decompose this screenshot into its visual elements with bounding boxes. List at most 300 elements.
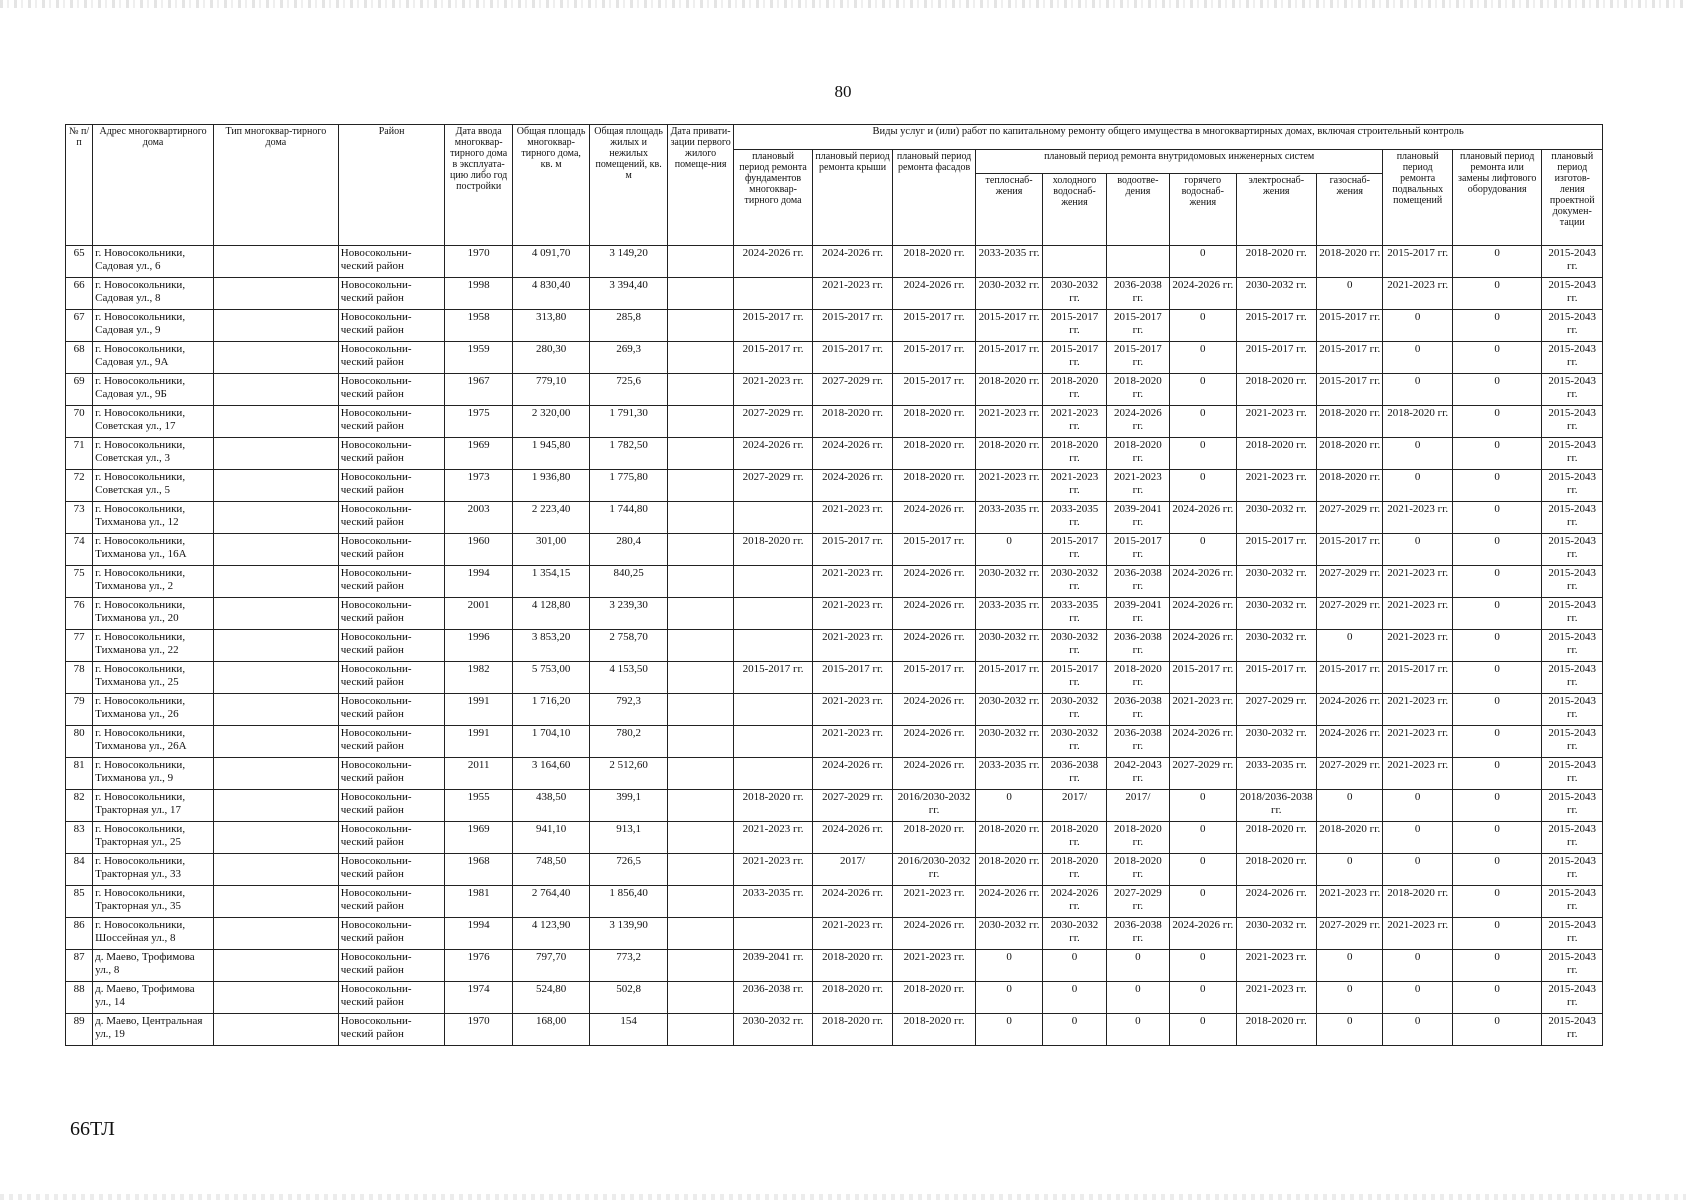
row-foundation: 2027-2029 гг. xyxy=(734,406,813,438)
row-number: 69 xyxy=(66,374,93,406)
row-basement: 2015-2017 гг. xyxy=(1383,662,1452,694)
row-roof: 2021-2023 гг. xyxy=(812,918,893,950)
row-number: 79 xyxy=(66,694,93,726)
row-roof: 2017/ xyxy=(812,854,893,886)
row-cold-water: 2018-2020 гг. xyxy=(1043,854,1106,886)
row-address: г. Новосокольники, Тихманова ул., 26А xyxy=(93,726,214,758)
row-design: 2015-2043 гг. xyxy=(1542,598,1603,630)
row-number: 80 xyxy=(66,726,93,758)
row-number: 86 xyxy=(66,918,93,950)
row-design: 2015-2043 гг. xyxy=(1542,1014,1603,1046)
row-hot-water: 0 xyxy=(1170,854,1236,886)
header-total-area: Общая площадь многоквар-тирного дома, кв. м xyxy=(512,125,590,246)
row-foundation: 2024-2026 гг. xyxy=(734,246,813,278)
row-sewer: 2018-2020 гг. xyxy=(1106,854,1169,886)
row-cold-water: 2024-2026 гг. xyxy=(1043,886,1106,918)
row-heat: 0 xyxy=(975,950,1042,982)
row-district: Новосокольни-ческий район xyxy=(338,886,445,918)
row-cold-water: 2036-2038 гг. xyxy=(1043,758,1106,790)
row-type xyxy=(213,726,338,758)
row-type xyxy=(213,950,338,982)
row-privatization xyxy=(667,246,733,278)
row-electric: 2030-2032 гг. xyxy=(1236,918,1317,950)
row-electric: 2018-2020 гг. xyxy=(1236,822,1317,854)
row-heat: 2030-2032 гг. xyxy=(975,694,1042,726)
row-heat: 2033-2035 гг. xyxy=(975,598,1042,630)
row-design: 2015-2043 гг. xyxy=(1542,502,1603,534)
row-facade: 2015-2017 гг. xyxy=(893,534,976,566)
row-living-area: 3 394,40 xyxy=(590,278,668,310)
row-cold-water: 2015-2017 гг. xyxy=(1043,310,1106,342)
header-basement: плановый период ремонта подвальных помещений xyxy=(1383,150,1452,246)
row-privatization xyxy=(667,566,733,598)
row-design: 2015-2043 гг. xyxy=(1542,694,1603,726)
row-number: 76 xyxy=(66,598,93,630)
row-number: 88 xyxy=(66,982,93,1014)
table-row xyxy=(66,822,1603,854)
row-heat: 2030-2032 гг. xyxy=(975,566,1042,598)
row-facade: 2018-2020 гг. xyxy=(893,1014,976,1046)
row-number: 82 xyxy=(66,790,93,822)
row-number: 75 xyxy=(66,566,93,598)
row-type xyxy=(213,982,338,1014)
row-gas: 0 xyxy=(1317,630,1383,662)
row-heat: 2033-2035 гг. xyxy=(975,502,1042,534)
row-cold-water: 2030-2032 гг. xyxy=(1043,566,1106,598)
row-basement: 0 xyxy=(1383,342,1452,374)
row-number: 78 xyxy=(66,662,93,694)
row-total-area: 438,50 xyxy=(512,790,590,822)
row-basement: 0 xyxy=(1383,470,1452,502)
row-district: Новосокольни-ческий район xyxy=(338,566,445,598)
row-living-area: 913,1 xyxy=(590,822,668,854)
row-gas: 2018-2020 гг. xyxy=(1317,470,1383,502)
row-foundation: 2024-2026 гг. xyxy=(734,438,813,470)
row-gas: 2027-2029 гг. xyxy=(1317,918,1383,950)
row-gas: 0 xyxy=(1317,278,1383,310)
table-row xyxy=(66,310,1603,342)
row-electric: 2018-2020 гг. xyxy=(1236,1014,1317,1046)
row-basement: 0 xyxy=(1383,790,1452,822)
row-privatization xyxy=(667,790,733,822)
row-design: 2015-2043 гг. xyxy=(1542,726,1603,758)
row-roof: 2018-2020 гг. xyxy=(812,950,893,982)
table-row xyxy=(66,246,1603,278)
row-district: Новосокольни-ческий район xyxy=(338,822,445,854)
row-design: 2015-2043 гг. xyxy=(1542,662,1603,694)
table-row xyxy=(66,790,1603,822)
row-facade: 2018-2020 гг. xyxy=(893,406,976,438)
row-privatization xyxy=(667,374,733,406)
row-number: 71 xyxy=(66,438,93,470)
row-foundation xyxy=(734,566,813,598)
row-heat: 2021-2023 гг. xyxy=(975,406,1042,438)
row-roof: 2018-2020 гг. xyxy=(812,406,893,438)
row-district: Новосокольни-ческий район xyxy=(338,790,445,822)
row-basement: 2021-2023 гг. xyxy=(1383,502,1452,534)
row-district: Новосокольни-ческий район xyxy=(338,694,445,726)
row-address: д. Маево, Центральная ул., 19 xyxy=(93,1014,214,1046)
row-design: 2015-2043 гг. xyxy=(1542,854,1603,886)
row-sewer: 2036-2038 гг. xyxy=(1106,630,1169,662)
row-number: 83 xyxy=(66,822,93,854)
row-district: Новосокольни-ческий район xyxy=(338,950,445,982)
row-facade: 2015-2017 гг. xyxy=(893,374,976,406)
row-number: 74 xyxy=(66,534,93,566)
row-foundation: 2036-2038 гг. xyxy=(734,982,813,1014)
row-hot-water: 2021-2023 гг. xyxy=(1170,694,1236,726)
table-row xyxy=(66,470,1603,502)
row-design: 2015-2043 гг. xyxy=(1542,470,1603,502)
row-district: Новосокольни-ческий район xyxy=(338,630,445,662)
row-facade: 2016/2030-2032 гг. xyxy=(893,854,976,886)
row-roof: 2027-2029 гг. xyxy=(812,790,893,822)
row-elevator: 0 xyxy=(1452,342,1542,374)
row-type xyxy=(213,790,338,822)
row-electric: 2030-2032 гг. xyxy=(1236,566,1317,598)
row-facade: 2015-2017 гг. xyxy=(893,662,976,694)
table-row xyxy=(66,950,1603,982)
row-basement: 2015-2017 гг. xyxy=(1383,246,1452,278)
row-address: г. Новосокольники, Садовая ул., 9 xyxy=(93,310,214,342)
row-heat: 2030-2032 гг. xyxy=(975,726,1042,758)
row-elevator: 0 xyxy=(1452,438,1542,470)
row-district: Новосокольни-ческий район xyxy=(338,438,445,470)
row-elevator: 0 xyxy=(1452,374,1542,406)
row-type xyxy=(213,438,338,470)
row-electric: 2018-2020 гг. xyxy=(1236,438,1317,470)
row-roof: 2021-2023 гг. xyxy=(812,726,893,758)
row-living-area: 773,2 xyxy=(590,950,668,982)
row-commission-year: 1998 xyxy=(445,278,512,310)
row-facade: 2024-2026 гг. xyxy=(893,630,976,662)
row-heat: 2018-2020 гг. xyxy=(975,374,1042,406)
row-commission-year: 1959 xyxy=(445,342,512,374)
row-total-area: 2 320,00 xyxy=(512,406,590,438)
table-row xyxy=(66,566,1603,598)
row-address: д. Маево, Трофимова ул., 8 xyxy=(93,950,214,982)
row-sewer: 0 xyxy=(1106,982,1169,1014)
row-facade: 2021-2023 гг. xyxy=(893,886,976,918)
row-commission-year: 1958 xyxy=(445,310,512,342)
row-total-area: 1 936,80 xyxy=(512,470,590,502)
row-commission-year: 1970 xyxy=(445,246,512,278)
row-basement: 0 xyxy=(1383,982,1452,1014)
row-living-area: 792,3 xyxy=(590,694,668,726)
row-gas: 2015-2017 гг. xyxy=(1317,662,1383,694)
row-heat: 2024-2026 гг. xyxy=(975,886,1042,918)
row-type xyxy=(213,406,338,438)
row-design: 2015-2043 гг. xyxy=(1542,950,1603,982)
row-type xyxy=(213,918,338,950)
row-total-area: 168,00 xyxy=(512,1014,590,1046)
row-gas: 2018-2020 гг. xyxy=(1317,246,1383,278)
row-elevator: 0 xyxy=(1452,534,1542,566)
row-electric: 2027-2029 гг. xyxy=(1236,694,1317,726)
row-total-area: 301,00 xyxy=(512,534,590,566)
row-gas: 2015-2017 гг. xyxy=(1317,342,1383,374)
row-type xyxy=(213,822,338,854)
row-total-area: 1 945,80 xyxy=(512,438,590,470)
row-electric: 2018-2020 гг. xyxy=(1236,854,1317,886)
row-type xyxy=(213,566,338,598)
row-cold-water: 2021-2023 гг. xyxy=(1043,406,1106,438)
row-basement: 2021-2023 гг. xyxy=(1383,694,1452,726)
row-facade: 2024-2026 гг. xyxy=(893,694,976,726)
row-heat: 0 xyxy=(975,790,1042,822)
row-address: г. Новосокольники, Тихманова ул., 20 xyxy=(93,598,214,630)
row-cold-water: 2030-2032 гг. xyxy=(1043,630,1106,662)
row-gas: 2015-2017 гг. xyxy=(1317,534,1383,566)
row-total-area: 524,80 xyxy=(512,982,590,1014)
row-address: д. Маево, Трофимова ул., 14 xyxy=(93,982,214,1014)
row-hot-water: 0 xyxy=(1170,374,1236,406)
row-type xyxy=(213,854,338,886)
row-basement: 2021-2023 гг. xyxy=(1383,726,1452,758)
row-sewer: 2036-2038 гг. xyxy=(1106,566,1169,598)
table-row xyxy=(66,854,1603,886)
row-gas: 2027-2029 гг. xyxy=(1317,758,1383,790)
row-design: 2015-2043 гг. xyxy=(1542,566,1603,598)
row-total-area: 2 764,40 xyxy=(512,886,590,918)
row-foundation: 2018-2020 гг. xyxy=(734,534,813,566)
row-electric: 2015-2017 гг. xyxy=(1236,534,1317,566)
row-living-area: 280,4 xyxy=(590,534,668,566)
row-privatization xyxy=(667,854,733,886)
row-elevator: 0 xyxy=(1452,406,1542,438)
row-basement: 0 xyxy=(1383,822,1452,854)
row-roof: 2021-2023 гг. xyxy=(812,598,893,630)
row-roof: 2021-2023 гг. xyxy=(812,694,893,726)
footer-code: 66ТЛ xyxy=(70,1118,115,1140)
row-elevator: 0 xyxy=(1452,918,1542,950)
row-total-area: 4 123,90 xyxy=(512,918,590,950)
row-hot-water: 0 xyxy=(1170,790,1236,822)
row-electric: 2015-2017 гг. xyxy=(1236,310,1317,342)
row-total-area: 5 753,00 xyxy=(512,662,590,694)
row-gas: 2024-2026 гг. xyxy=(1317,694,1383,726)
row-address: г. Новосокольники, Тракторная ул., 33 xyxy=(93,854,214,886)
row-facade: 2018-2020 гг. xyxy=(893,982,976,1014)
row-cold-water: 2015-2017 гг. xyxy=(1043,534,1106,566)
row-number: 73 xyxy=(66,502,93,534)
row-sewer: 2027-2029 гг. xyxy=(1106,886,1169,918)
row-living-area: 3 239,30 xyxy=(590,598,668,630)
header-district: Район xyxy=(338,125,445,246)
row-electric: 2021-2023 гг. xyxy=(1236,950,1317,982)
row-heat: 0 xyxy=(975,1014,1042,1046)
row-type xyxy=(213,598,338,630)
row-living-area: 3 139,90 xyxy=(590,918,668,950)
row-sewer: 2036-2038 гг. xyxy=(1106,694,1169,726)
page-number: 80 xyxy=(834,82,852,101)
table-row xyxy=(66,1014,1603,1046)
row-electric: 2024-2026 гг. xyxy=(1236,886,1317,918)
row-foundation xyxy=(734,758,813,790)
row-facade: 2024-2026 гг. xyxy=(893,726,976,758)
row-electric: 2018-2020 гг. xyxy=(1236,374,1317,406)
row-roof: 2015-2017 гг. xyxy=(812,342,893,374)
row-elevator: 0 xyxy=(1452,278,1542,310)
row-district: Новосокольни-ческий район xyxy=(338,982,445,1014)
row-number: 66 xyxy=(66,278,93,310)
row-heat: 2015-2017 гг. xyxy=(975,342,1042,374)
row-basement: 0 xyxy=(1383,438,1452,470)
row-elevator: 0 xyxy=(1452,566,1542,598)
row-total-area: 1 716,20 xyxy=(512,694,590,726)
row-facade: 2024-2026 гг. xyxy=(893,566,976,598)
row-facade: 2021-2023 гг. xyxy=(893,950,976,982)
row-foundation xyxy=(734,502,813,534)
row-address: г. Новосокольники, Садовая ул., 8 xyxy=(93,278,214,310)
row-electric: 2033-2035 гг. xyxy=(1236,758,1317,790)
row-sewer: 2042-2043 гг. xyxy=(1106,758,1169,790)
row-cold-water: 2015-2017 гг. xyxy=(1043,662,1106,694)
row-type xyxy=(213,310,338,342)
row-total-area: 4 091,70 xyxy=(512,246,590,278)
header-commission: Дата ввода многоквар-тирного дома в эксплуата-цию либо год постройки xyxy=(445,125,512,246)
row-foundation xyxy=(734,726,813,758)
row-district: Новосокольни-ческий район xyxy=(338,342,445,374)
row-address: г. Новосокольники, Советская ул., 17 xyxy=(93,406,214,438)
row-design: 2015-2043 гг. xyxy=(1542,918,1603,950)
row-basement: 2021-2023 гг. xyxy=(1383,630,1452,662)
header-systems-group: плановый период ремонта внутридомовых инженерных систем xyxy=(975,150,1383,174)
row-total-area: 3 164,60 xyxy=(512,758,590,790)
table-row xyxy=(66,726,1603,758)
row-electric: 2015-2017 гг. xyxy=(1236,342,1317,374)
row-cold-water: 2017/ xyxy=(1043,790,1106,822)
row-living-area: 725,6 xyxy=(590,374,668,406)
row-cold-water: 2033-2035 гг. xyxy=(1043,598,1106,630)
row-living-area: 840,25 xyxy=(590,566,668,598)
row-electric: 2018-2020 гг. xyxy=(1236,246,1317,278)
header-elevator: плановый период ремонта или замены лифтового оборудования xyxy=(1452,150,1542,246)
row-hot-water: 0 xyxy=(1170,534,1236,566)
row-living-area: 1 791,30 xyxy=(590,406,668,438)
row-gas: 0 xyxy=(1317,982,1383,1014)
row-privatization xyxy=(667,470,733,502)
row-facade: 2018-2020 гг. xyxy=(893,246,976,278)
row-cold-water: 2033-2035 гг. xyxy=(1043,502,1106,534)
row-sewer: 2036-2038 гг. xyxy=(1106,278,1169,310)
row-foundation: 2015-2017 гг. xyxy=(734,310,813,342)
row-commission-year: 1991 xyxy=(445,726,512,758)
row-district: Новосокольни-ческий район xyxy=(338,662,445,694)
row-sewer: 2017/ xyxy=(1106,790,1169,822)
header-heat: теплоснаб-жения xyxy=(975,174,1042,246)
row-hot-water: 2024-2026 гг. xyxy=(1170,918,1236,950)
row-privatization xyxy=(667,406,733,438)
row-number: 70 xyxy=(66,406,93,438)
row-basement: 2021-2023 гг. xyxy=(1383,278,1452,310)
row-address: г. Новосокольники, Тихманова ул., 2 xyxy=(93,566,214,598)
row-roof: 2018-2020 гг. xyxy=(812,982,893,1014)
row-foundation: 2015-2017 гг. xyxy=(734,342,813,374)
row-cold-water: 0 xyxy=(1043,1014,1106,1046)
row-district: Новосокольни-ческий район xyxy=(338,470,445,502)
row-number: 84 xyxy=(66,854,93,886)
row-total-area: 4 128,80 xyxy=(512,598,590,630)
row-design: 2015-2043 гг. xyxy=(1542,438,1603,470)
row-basement: 0 xyxy=(1383,534,1452,566)
row-heat: 0 xyxy=(975,982,1042,1014)
row-sewer xyxy=(1106,246,1169,278)
header-facade: плановый период ремонта фасадов xyxy=(893,150,976,246)
row-commission-year: 1994 xyxy=(445,918,512,950)
row-commission-year: 1981 xyxy=(445,886,512,918)
row-total-area: 1 354,15 xyxy=(512,566,590,598)
row-roof: 2027-2029 гг. xyxy=(812,374,893,406)
row-district: Новосокольни-ческий район xyxy=(338,598,445,630)
row-roof: 2015-2017 гг. xyxy=(812,534,893,566)
row-privatization xyxy=(667,438,733,470)
row-commission-year: 1976 xyxy=(445,950,512,982)
row-cold-water: 2018-2020 гг. xyxy=(1043,438,1106,470)
table-row xyxy=(66,694,1603,726)
row-district: Новосокольни-ческий район xyxy=(338,374,445,406)
row-address: г. Новосокольники, Тихманова ул., 26 xyxy=(93,694,214,726)
row-foundation xyxy=(734,694,813,726)
table-body xyxy=(66,246,1603,1046)
row-basement: 0 xyxy=(1383,854,1452,886)
row-cold-water: 2015-2017 гг. xyxy=(1043,342,1106,374)
row-elevator: 0 xyxy=(1452,758,1542,790)
row-total-area: 280,30 xyxy=(512,342,590,374)
header-design: плановый период изготов-ления проектной докумен-тации xyxy=(1542,150,1603,246)
row-district: Новосокольни-ческий район xyxy=(338,310,445,342)
row-roof: 2018-2020 гг. xyxy=(812,1014,893,1046)
header-foundation: плановый период ремонта фундаментов многоквар-тирного дома xyxy=(734,150,813,246)
row-design: 2015-2043 гг. xyxy=(1542,758,1603,790)
row-type xyxy=(213,694,338,726)
row-commission-year: 1974 xyxy=(445,982,512,1014)
row-heat: 2018-2020 гг. xyxy=(975,822,1042,854)
row-elevator: 0 xyxy=(1452,662,1542,694)
row-elevator: 0 xyxy=(1452,854,1542,886)
row-district: Новосокольни-ческий район xyxy=(338,854,445,886)
row-cold-water xyxy=(1043,246,1106,278)
row-cold-water: 2030-2032 гг. xyxy=(1043,694,1106,726)
row-district: Новосокольни-ческий район xyxy=(338,502,445,534)
row-gas: 0 xyxy=(1317,790,1383,822)
row-hot-water: 0 xyxy=(1170,822,1236,854)
row-address: г. Новосокольники, Тракторная ул., 25 xyxy=(93,822,214,854)
row-sewer: 2021-2023 гг. xyxy=(1106,470,1169,502)
row-cold-water: 2030-2032 гг. xyxy=(1043,726,1106,758)
row-basement: 2018-2020 гг. xyxy=(1383,406,1452,438)
row-number: 89 xyxy=(66,1014,93,1046)
row-basement: 0 xyxy=(1383,1014,1452,1046)
row-commission-year: 1968 xyxy=(445,854,512,886)
row-elevator: 0 xyxy=(1452,470,1542,502)
row-address: г. Новосокольники, Шоссейная ул., 8 xyxy=(93,918,214,950)
row-facade: 2024-2026 гг. xyxy=(893,502,976,534)
row-type xyxy=(213,374,338,406)
row-elevator: 0 xyxy=(1452,630,1542,662)
row-commission-year: 1955 xyxy=(445,790,512,822)
row-facade: 2024-2026 гг. xyxy=(893,278,976,310)
row-commission-year: 1982 xyxy=(445,662,512,694)
row-hot-water: 0 xyxy=(1170,246,1236,278)
row-gas: 0 xyxy=(1317,950,1383,982)
row-elevator: 0 xyxy=(1452,310,1542,342)
row-elevator: 0 xyxy=(1452,502,1542,534)
row-total-area: 2 223,40 xyxy=(512,502,590,534)
row-cold-water: 2030-2032 гг. xyxy=(1043,278,1106,310)
row-address: г. Новосокольники, Садовая ул., 9Б xyxy=(93,374,214,406)
row-type xyxy=(213,278,338,310)
